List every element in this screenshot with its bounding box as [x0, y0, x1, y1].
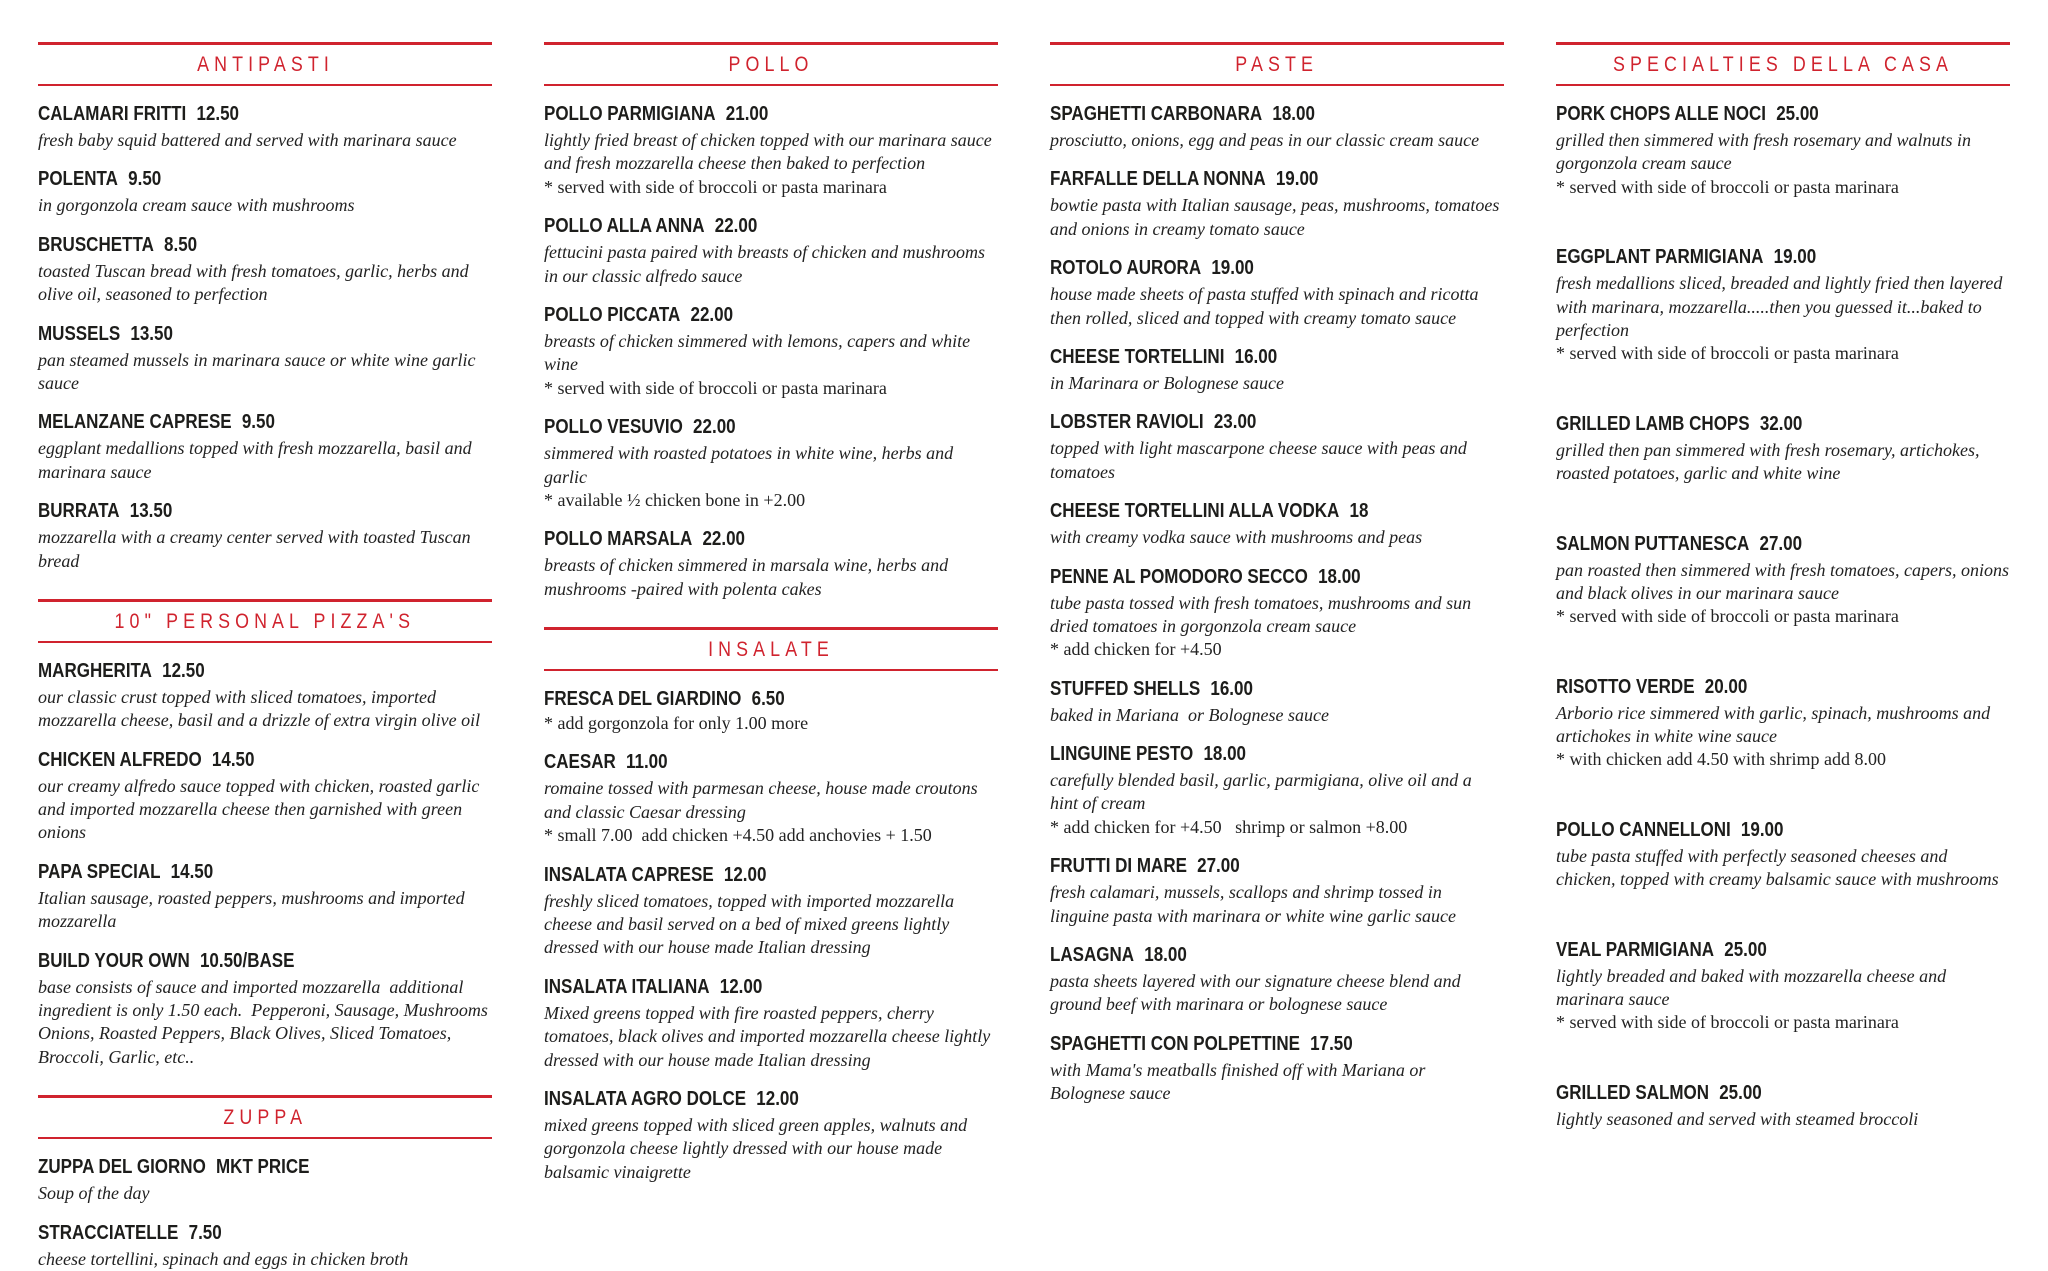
- item-description: Arborio rice simmered with garlic, spinach, mushrooms and artichokes in white wine sauce: [1556, 702, 1995, 747]
- item-description: grilled then pan simmered with fresh rosemary, artichokes, roasted potatoes, garlic and white wine: [1556, 439, 1984, 484]
- section-title: ANTIPASTI: [196, 53, 334, 76]
- item-price: 8.50: [164, 233, 198, 256]
- item-price: 22.00: [702, 528, 746, 551]
- item-title: [1050, 167, 1436, 192]
- item-description: tube pasta tossed with fresh tomatoes, mushrooms and sun dried tomatoes in gorgonzola cream sauce: [1050, 592, 1476, 636]
- item-note: * add chicken for +4.50: [1050, 639, 1222, 660]
- item-note: * small 7.00 add chicken +4.50 add anchovies + 1.50: [544, 825, 932, 846]
- item-title: [544, 687, 930, 712]
- item-title: [1050, 1032, 1436, 1057]
- item-name: INSALATA AGRO DOLCE: [544, 1087, 747, 1110]
- item-price: 18: [1349, 500, 1369, 523]
- item-name: POLLO VESUVIO: [544, 416, 683, 439]
- menu-item: [1556, 938, 2010, 1035]
- item-note: * available ½ chicken bone in +2.00: [544, 489, 806, 510]
- item-name: RISOTTO VERDE: [1556, 675, 1695, 698]
- item-name: CHEESE TORTELLINI: [1050, 345, 1225, 368]
- item-name: MUSSELS: [38, 322, 121, 345]
- item-title: [1050, 677, 1436, 702]
- menu-item: [1556, 1081, 2010, 1131]
- item-name: STUFFED SHELLS: [1050, 677, 1201, 700]
- item-name: BRUSCHETTA: [38, 233, 154, 256]
- menu-item: [544, 687, 998, 735]
- menu-item: [38, 499, 492, 573]
- menu-item: [1556, 412, 2010, 486]
- item-price: 32.00: [1759, 412, 1803, 435]
- item-price: 25.00: [1724, 938, 1767, 961]
- menu-item: [544, 102, 998, 199]
- item-name: LASAGNA: [1050, 944, 1135, 967]
- menu-item: [1050, 499, 1504, 549]
- item-description: fresh medallions sliced, breaded and lightly fried then layered with marinara, mozzarella.....then you guessed it...baked to perfection: [1556, 273, 2007, 340]
- item-name: SPAGHETTI CARBONARA: [1050, 103, 1263, 125]
- item-name: MARGHERITA: [38, 659, 152, 682]
- item-description: pan steamed mussels in marinara sauce or white wine garlic sauce: [38, 349, 480, 393]
- menu-item: [544, 303, 998, 400]
- item-title: [1556, 245, 1942, 270]
- menu-column: [38, 42, 493, 1269]
- section-title: 10" PERSONAL PIZZA'S: [114, 609, 416, 633]
- menu-item: [1556, 818, 2010, 892]
- item-note: * served with side of broccoli or pasta marinara: [1556, 176, 1899, 197]
- item-note: * served with side of broccoli or pasta marinara: [544, 377, 887, 398]
- item-description: mixed greens topped with sliced green apples, walnuts and gorgonzola cheese lightly dressed with our house made balsamic vinaigrette: [544, 1114, 972, 1182]
- item-price: 9.50: [128, 168, 162, 191]
- item-name: VEAL PARMIGIANA: [1556, 938, 1715, 961]
- item-price: 17.50: [1310, 1032, 1353, 1055]
- menu-item: [1050, 102, 1504, 152]
- item-price: 14.50: [170, 860, 214, 883]
- item-description: breasts of chicken simmered in marsala wine, herbs and mushrooms -paired with polenta cakes: [544, 555, 953, 599]
- item-price: 25.00: [1776, 103, 1819, 125]
- item-price: 19.00: [1275, 168, 1319, 191]
- item-price: MKT PRICE: [216, 1156, 310, 1179]
- menu-item: [38, 748, 492, 845]
- item-title: [1556, 675, 1942, 700]
- item-description: lightly breaded and baked with mozzarella cheese and marinara sauce: [1556, 965, 1951, 1010]
- item-note: * served with side of broccoli or pasta marinara: [544, 176, 887, 197]
- menu-column: [1050, 42, 1504, 1243]
- menu-item: [38, 860, 492, 934]
- item-name: BUILD YOUR OWN: [38, 949, 190, 972]
- item-note: * served with side of broccoli or pasta marinara: [1556, 343, 1899, 364]
- item-name: PENNE AL POMODORO SECCO: [1050, 565, 1308, 588]
- item-name: CHICKEN ALFREDO: [38, 748, 202, 771]
- item-description: our creamy alfredo sauce topped with chicken, roasted garlic and imported mozzarella cheese then garnished with green onions: [38, 775, 484, 843]
- item-price: 19.00: [1740, 818, 1784, 841]
- section-items: [38, 659, 492, 1069]
- menu-item: [544, 975, 998, 1072]
- item-description: fresh baby squid battered and served with marinara sauce: [38, 130, 457, 150]
- item-title: [544, 303, 930, 328]
- menu-item: [1050, 345, 1504, 395]
- item-name: GRILLED SALMON: [1556, 1081, 1709, 1104]
- menu-item: [1556, 532, 2014, 629]
- item-description: Italian sausage, roasted peppers, mushrooms and imported mozzarella: [38, 887, 470, 932]
- item-title: [1050, 854, 1436, 879]
- item-price: 21.00: [725, 103, 769, 125]
- item-price: 7.50: [188, 1221, 222, 1244]
- menu-item: [1050, 677, 1504, 727]
- item-price: 14.50: [211, 748, 255, 771]
- menu-item: [544, 527, 998, 601]
- item-price: 18.00: [1272, 103, 1315, 125]
- item-description: pasta sheets layered with our signature cheese blend and ground beef with marinara or bolognese sauce: [1050, 971, 1466, 1015]
- section-header: [38, 1095, 492, 1139]
- item-title: [1050, 256, 1436, 281]
- item-name: ROTOLO AURORA: [1050, 257, 1202, 280]
- item-name: POLLO PICCATA: [544, 303, 681, 326]
- section-title: INSALATE: [708, 638, 834, 662]
- item-description: carefully blended basil, garlic, parmigiana, olive oil and a hint of cream: [1050, 770, 1477, 814]
- item-title: [38, 1155, 424, 1180]
- item-description: freshly sliced tomatoes, topped with imported mozzarella cheese and basil served on a bed of mixed greens lightly dressed with our house made Italian dressing: [544, 890, 959, 958]
- menu-item: [38, 167, 492, 217]
- item-name: FRUTTI DI MARE: [1050, 855, 1187, 878]
- menu-item: [38, 949, 492, 1070]
- item-title: [1050, 410, 1436, 435]
- section-header: [1050, 42, 1504, 86]
- item-description: toasted Tuscan bread with fresh tomatoes, garlic, herbs and olive oil, seasoned to perfection: [38, 260, 474, 305]
- item-name: CHEESE TORTELLINI ALLA VODKA: [1050, 500, 1340, 523]
- item-note: * add gorgonzola for only 1.00 more: [544, 713, 809, 734]
- item-price: 23.00: [1213, 411, 1257, 434]
- menu-item: [38, 322, 492, 396]
- item-price: 16.00: [1234, 345, 1278, 368]
- item-price: 22.00: [714, 215, 758, 238]
- item-name: LINGUINE PESTO: [1050, 743, 1194, 766]
- menu-item: [544, 863, 998, 960]
- item-name: BURRATA: [38, 500, 120, 523]
- item-price: 22.00: [693, 416, 736, 439]
- item-name: EGGPLANT PARMIGIANA: [1556, 246, 1764, 269]
- menu-item: [1050, 565, 1504, 662]
- item-name: PAPA SPECIAL: [38, 860, 161, 883]
- item-description: cheese tortellini, spinach and eggs in chicken broth: [38, 1248, 409, 1269]
- item-title: [38, 860, 424, 885]
- item-title: [1556, 938, 1942, 963]
- item-description: simmered with roasted potatoes in white wine, herbs and garlic: [544, 443, 958, 487]
- section-header: [38, 42, 492, 86]
- item-price: 13.50: [129, 500, 173, 523]
- item-price: 20.00: [1704, 675, 1748, 698]
- item-description: with creamy vodka sauce with mushrooms and peas: [1050, 527, 1423, 548]
- menu-item: [544, 1087, 998, 1184]
- item-name: PORK CHOPS ALLE NOCI: [1556, 103, 1767, 125]
- item-name: FARFALLE DELLA NONNA: [1050, 168, 1266, 191]
- item-name: POLLO PARMIGIANA: [544, 103, 716, 125]
- item-name: FRESCA DEL GIARDINO: [544, 688, 742, 711]
- item-name: STRACCIATELLE: [38, 1221, 179, 1244]
- item-title: [38, 499, 424, 524]
- section-items: [1556, 102, 2014, 1131]
- section-header: [544, 42, 998, 86]
- item-description: mozzarella with a creamy center served with toasted Tuscan bread: [38, 527, 476, 571]
- item-name: LOBSTER RAVIOLI: [1050, 411, 1204, 434]
- item-title: [544, 750, 930, 775]
- section-header: [544, 627, 998, 671]
- item-title: [544, 214, 930, 239]
- item-description: house made sheets of pasta stuffed with spinach and ricotta then rolled, sliced and topped with creamy tomato sauce: [1050, 284, 1483, 328]
- item-description: fresh calamari, mussels, scallops and shrimp tossed in linguine pasta with marinara or white wine garlic sauce: [1050, 882, 1456, 926]
- section-header: [1556, 42, 2010, 86]
- section-items: [544, 102, 998, 601]
- item-title: [38, 1221, 424, 1246]
- section-header: [38, 599, 492, 643]
- item-name: POLLO MARSALA: [544, 528, 693, 551]
- item-description: topped with light mascarpone cheese sauce with peas and tomatoes: [1050, 438, 1472, 482]
- section-items: [1050, 102, 1504, 1106]
- section-title: ZUPPA: [223, 1106, 307, 1130]
- menu-item: [1556, 675, 2010, 772]
- item-price: 6.50: [751, 688, 785, 711]
- item-title: [1556, 1081, 1942, 1106]
- item-title: [38, 167, 424, 192]
- item-title: [544, 415, 930, 440]
- item-title: [544, 1087, 930, 1112]
- item-title: [544, 527, 930, 552]
- menu-item: [1050, 854, 1504, 928]
- item-description: lightly seasoned and served with steamed broccoli: [1556, 1108, 1919, 1129]
- item-description: with Mama's meatballs finished off with Mariana or Bolognese sauce: [1050, 1059, 1430, 1104]
- item-price: 25.00: [1719, 1081, 1762, 1104]
- item-price: 10.50/BASE: [199, 949, 295, 972]
- item-price: 11.00: [625, 751, 668, 774]
- item-price: 18.00: [1318, 565, 1361, 588]
- item-name: CALAMARI FRITTI: [38, 103, 187, 125]
- menu-item: [544, 214, 998, 288]
- item-name: MELANZANE CAPRESE: [38, 411, 232, 434]
- item-description: Soup of the day: [38, 1183, 150, 1204]
- item-title: [1050, 499, 1436, 524]
- item-name: GRILLED LAMB CHOPS: [1556, 412, 1750, 435]
- item-title: [1050, 102, 1436, 127]
- item-description: fettucini pasta paired with breasts of chicken and mushrooms in our classic alfredo sauce: [544, 242, 990, 286]
- item-description: base consists of sauce and imported mozzarella additional ingredient is only 1.50 each. Pepperoni, Sausage, Mushrooms Onions, Roasted Peppers, Black Olives, Sliced Tomatoes, Broccoli, Garlic, etc..: [38, 976, 493, 1067]
- menu-item: [544, 415, 998, 512]
- item-note: * add chicken for +4.50 shrimp or salmon +8.00: [1050, 816, 1408, 837]
- item-name: ZUPPA DEL GIORNO: [38, 1156, 206, 1179]
- item-price: 19.00: [1211, 257, 1254, 280]
- item-description: tube pasta stuffed with perfectly seasoned cheeses and chicken, topped with creamy balsamic sauce with mushrooms: [1556, 845, 1999, 890]
- menu-item: [1556, 245, 2010, 366]
- item-title: [38, 233, 424, 258]
- item-note: * served with side of broccoli or pasta marinara: [1556, 1012, 1899, 1033]
- item-title: [38, 410, 424, 435]
- item-description: romaine tossed with parmesan cheese, house made croutons and classic Caesar dressing: [544, 778, 983, 822]
- item-title: [38, 949, 424, 974]
- item-title: [1050, 345, 1436, 370]
- item-price: 19.00: [1773, 246, 1817, 269]
- item-title: [1556, 818, 1942, 843]
- menu-item: [1556, 102, 2010, 199]
- item-description: breasts of chicken simmered with lemons, capers and white wine: [544, 330, 975, 375]
- section-title: PASTE: [1235, 53, 1319, 76]
- item-title: [544, 102, 930, 127]
- item-note: * served with side of broccoli or pasta marinara: [1556, 606, 1899, 627]
- item-title: [544, 975, 930, 1000]
- menu-item: [1050, 742, 1504, 839]
- item-title: [38, 659, 424, 684]
- item-price: 12.00: [756, 1087, 799, 1110]
- menu-item: [38, 1221, 492, 1271]
- item-name: POLLO ALLA ANNA: [544, 215, 705, 238]
- menu-column: [1556, 42, 2014, 1243]
- menu-item: [38, 410, 492, 484]
- section-title: SPECIALTIES DELLA CASA: [1612, 53, 1954, 76]
- item-price: 12.00: [719, 975, 763, 998]
- item-price: 9.50: [241, 411, 275, 434]
- item-description: prosciutto, onions, egg and peas in our classic cream sauce: [1050, 130, 1480, 150]
- menu-item: [38, 233, 492, 307]
- item-title: [1556, 412, 1942, 437]
- item-title: [1050, 565, 1436, 590]
- menu-item: [1050, 943, 1504, 1017]
- item-title: [38, 322, 424, 347]
- item-description: eggplant medallions topped with fresh mozzarella, basil and marinara sauce: [38, 438, 477, 482]
- item-price: 13.50: [130, 322, 173, 345]
- item-name: POLENTA: [38, 168, 118, 191]
- item-name: SALMON PUTTANESCA: [1556, 532, 1750, 555]
- menu-item: [1050, 167, 1504, 241]
- item-title: [38, 102, 424, 127]
- menu-item: [1050, 256, 1504, 330]
- item-price: 12.50: [162, 659, 205, 682]
- menu-item: [38, 1155, 492, 1205]
- menu-item: [1050, 1032, 1504, 1106]
- item-description: in Marinara or Bolognese sauce: [1050, 372, 1284, 393]
- menu-item: [38, 102, 492, 152]
- menu-item: [38, 659, 492, 733]
- item-price: 18.00: [1144, 944, 1187, 967]
- item-price: 16.00: [1210, 677, 1253, 700]
- section-title: POLLO: [728, 53, 814, 76]
- item-description: baked in Mariana or Bolognese sauce: [1050, 704, 1329, 725]
- item-description: lightly fried breast of chicken topped with our marinara sauce and fresh mozzarella cheese then baked to perfection: [544, 130, 997, 174]
- section-items: [38, 1155, 492, 1271]
- item-name: POLLO CANNELLONI: [1556, 818, 1731, 841]
- item-price: 22.00: [690, 303, 734, 326]
- item-description: in gorgonzola cream sauce with mushrooms: [38, 195, 355, 216]
- item-price: 12.00: [723, 863, 767, 886]
- item-title: [1050, 742, 1436, 767]
- item-note: * with chicken add 4.50 with shrimp add 8.00: [1556, 749, 1886, 770]
- item-name: INSALATA CAPRESE: [544, 863, 714, 886]
- item-description: Mixed greens topped with fire roasted peppers, cherry tomatoes, black olives and imported mozzarella cheese lightly dressed with our house made Italian dressing: [544, 1002, 995, 1070]
- item-title: [38, 748, 424, 773]
- item-description: bowtie pasta with Italian sausage, peas, mushrooms, tomatoes and onions in creamy tomato sauce: [1050, 195, 1504, 239]
- item-description: pan roasted then simmered with fresh tomatoes, capers, onions and black olives in our marinara sauce: [1556, 559, 2014, 603]
- item-name: INSALATA ITALIANA: [544, 975, 710, 998]
- menu-column: [544, 42, 998, 1243]
- section-items: [544, 687, 998, 1184]
- item-price: 27.00: [1197, 855, 1240, 878]
- item-title: [1556, 532, 1942, 557]
- item-title: [1556, 102, 1942, 127]
- item-price: 12.50: [196, 103, 240, 125]
- menu-item: [544, 750, 998, 847]
- section-items: [38, 102, 492, 573]
- item-title: [1050, 943, 1436, 968]
- menu-item: [1050, 410, 1504, 484]
- item-title: [544, 863, 930, 888]
- item-name: CAESAR: [544, 751, 616, 774]
- item-price: 27.00: [1759, 532, 1803, 555]
- item-name: SPAGHETTI CON POLPETTINE: [1050, 1032, 1300, 1055]
- item-description: grilled then simmered with fresh rosemary and walnuts in gorgonzola cream sauce: [1556, 130, 1976, 174]
- item-description: our classic crust topped with sliced tomatoes, imported mozzarella cheese, basil and a drizzle of extra virgin olive oil: [38, 686, 481, 731]
- item-price: 18.00: [1203, 743, 1247, 766]
